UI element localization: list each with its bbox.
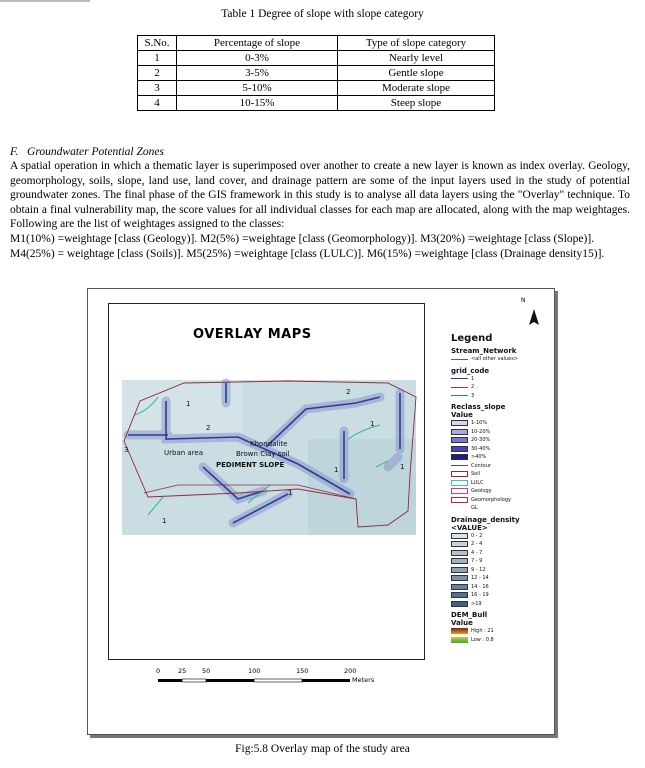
legend-swatch — [451, 575, 468, 581]
legend-line-swatch — [451, 359, 468, 360]
paragraph: A spatial operation in which a thematic layer is superimposed over another to create a new layer is known as index overlay. Geology, geomorphology, soils, slope, land use, land cover, and drainage pattern are some of the input layers used in the study of potential groundwater zones. The final phase of the GIS framework in this study is to analyse all data layers using the "Overlay" technique. To obtain a final vulnerability map, the score values for all individual classes for each map are allocated, along with the map weightages. Following are the list of weightages assigned to the classes: — [10, 160, 630, 231]
table-header: S.No. — [138, 36, 177, 51]
scale-tick: 100 — [248, 667, 261, 675]
legend-item-label: 14 - 16 — [471, 583, 489, 590]
geomorphology-label: PEDIMENT SLOPE — [216, 461, 285, 469]
section-label: F. — [10, 146, 19, 158]
legend-item-label: LULC — [471, 479, 484, 486]
legend-item-label: >19 — [471, 600, 482, 607]
weightage-line: M1(10%) =weightage [class (Geology)]. M2(5%) =weightage [class (Geomorphology)]. M3(20%) =weightage [class (Slope)]. — [10, 232, 595, 245]
legend-swatch — [451, 480, 468, 486]
legend-item-label: 0 - 2 — [471, 532, 483, 539]
legend-swatch — [451, 550, 468, 556]
legend-item — [451, 375, 551, 384]
legend-title: Legend — [451, 333, 493, 344]
legend-item — [451, 479, 551, 488]
stream-order-label: 1 — [334, 466, 339, 474]
section-title: Groundwater Potential Zones — [27, 146, 164, 158]
legend-swatch — [451, 601, 468, 607]
legend-item — [451, 504, 551, 513]
legend-item — [451, 574, 551, 583]
stream-order-label: 3 — [124, 446, 129, 454]
table-cell: Steep slope — [338, 96, 495, 111]
legend-item — [451, 453, 551, 462]
legend-item-label: Contour — [471, 462, 491, 469]
legend-item — [451, 549, 551, 558]
legend-item-label: High : 21 — [471, 628, 494, 635]
legend-item-label: 1-10% — [471, 420, 488, 427]
legend-swatch — [451, 420, 468, 426]
map-legend — [451, 333, 551, 644]
legend-item — [451, 470, 551, 479]
legend-swatch — [451, 558, 468, 564]
legend-item-label: 7 - 9 — [471, 558, 483, 565]
legend-swatch — [451, 533, 468, 539]
legend-item-label: 30-40% — [471, 445, 491, 452]
section-body — [10, 159, 630, 261]
scale-unit: Meters — [352, 676, 375, 684]
legend-line-swatch — [451, 387, 468, 388]
legend-item — [451, 600, 551, 609]
table-row — [138, 81, 495, 96]
legend-item-label: 4 - 7 — [471, 549, 483, 556]
scale-tick: 0 — [156, 667, 161, 675]
legend-item-label: GL — [471, 505, 478, 512]
legend-stream-heading: Stream_Network — [451, 347, 517, 355]
legend-item — [451, 627, 551, 636]
table-cell: 2 — [138, 66, 177, 81]
legend-swatch — [451, 437, 468, 443]
table-cell: Nearly level — [338, 51, 495, 66]
stream-order-label: 1 — [370, 420, 375, 428]
stream-order-label: 2 — [346, 388, 351, 396]
north-label: N — [521, 297, 526, 304]
legend-item-label: Soil — [471, 471, 481, 478]
table-row — [138, 66, 495, 81]
scale-tick: 150 — [296, 667, 309, 675]
legend-swatch — [451, 541, 468, 547]
table-header: Percentage of slope — [177, 36, 338, 51]
legend-slope-field: Value — [451, 411, 473, 419]
north-arrow-icon — [529, 309, 539, 325]
legend-item-label: 3 — [471, 392, 475, 399]
geology-label: Khondalite — [250, 440, 288, 448]
weightage-line: M4(25%) = weightage [class (Soils)]. M5(25%) =weightage [class (LULC)]. M6(15%) =weightage [class (Drainage density15)]. — [10, 247, 605, 260]
stream-order-label: 1 — [288, 489, 293, 497]
legend-item-label: 10-20% — [471, 428, 491, 435]
legend-item — [451, 487, 551, 496]
scale-tick: 50 — [202, 667, 211, 675]
stream-order-label: 1 — [186, 400, 191, 408]
legend-swatch — [451, 592, 468, 598]
legend-item — [451, 445, 551, 454]
legend-dem-heading: DEM_Bull — [451, 611, 488, 619]
legend-item-label: >40% — [471, 454, 487, 461]
legend-swatch — [451, 446, 468, 452]
legend-swatch — [451, 505, 468, 511]
scale-tick: 200 — [344, 667, 357, 675]
table-cell: 3 — [138, 81, 177, 96]
table-cell: 4 — [138, 96, 177, 111]
figure-caption: Fig:5.8 Overlay map of the study area — [235, 743, 410, 755]
legend-item-label: 9 - 12 — [471, 566, 486, 573]
legend-swatch — [451, 584, 468, 590]
legend-swatch — [451, 497, 468, 503]
legend-item-label: Low : 0.8 — [471, 636, 494, 643]
legend-item-label: 1 — [471, 375, 475, 382]
stream-order-label: 1 — [162, 517, 167, 525]
legend-slope-heading: Reclass_slope — [451, 403, 506, 411]
legend-item — [451, 392, 551, 401]
scale-tick: 25 — [178, 667, 187, 675]
legend-item — [451, 636, 551, 645]
legend-drainage-field: <VALUE> — [451, 523, 488, 532]
table-cell: 1 — [138, 51, 177, 66]
map-title: OVERLAY MAPS — [193, 327, 312, 342]
table-cell: Moderate slope — [338, 81, 495, 96]
legend-item — [451, 540, 551, 549]
legend-line-swatch — [451, 465, 468, 466]
legend-item — [451, 591, 551, 600]
legend-swatch — [451, 567, 468, 573]
soil-label: Brown Clay soil — [236, 450, 290, 458]
scale-bar — [158, 679, 350, 682]
legend-swatch — [451, 454, 468, 460]
top-rule — [0, 0, 90, 2]
table-header-row — [138, 36, 495, 51]
legend-stream-field: grid_code — [451, 366, 490, 375]
legend-line-swatch — [451, 395, 468, 396]
legend-drainage-heading: Drainage_density — [451, 515, 520, 524]
overlay-figure — [87, 288, 555, 735]
legend-item-label: 20-30% — [471, 437, 491, 444]
legend-line-swatch — [451, 378, 468, 379]
legend-swatch — [451, 488, 468, 494]
section-heading — [10, 146, 164, 158]
legend-item — [451, 383, 551, 392]
legend-dem-field: Value — [451, 619, 473, 627]
legend-swatch — [451, 429, 468, 435]
legend-item-label: <all other values> — [471, 356, 518, 363]
dem-ramp-swatch — [451, 637, 468, 643]
legend-item — [451, 428, 551, 437]
legend-item-label: 16 - 19 — [471, 592, 489, 599]
legend-swatch — [451, 471, 468, 477]
table-row — [138, 51, 495, 66]
legend-item — [451, 532, 551, 541]
table-cell: Gentle slope — [338, 66, 495, 81]
stream-order-label: 2 — [206, 424, 211, 432]
stream-order-label: 1 — [400, 463, 405, 471]
legend-item-label: 2 - 4 — [471, 541, 483, 548]
legend-item-label: Geomorphology — [471, 496, 511, 503]
legend-item — [451, 566, 551, 575]
slope-table — [137, 35, 495, 111]
legend-item — [451, 419, 551, 428]
legend-item — [451, 436, 551, 445]
legend-item — [451, 496, 551, 505]
table-caption: Table 1 Degree of slope with slope category — [221, 8, 424, 20]
dem-ramp-swatch — [451, 628, 468, 634]
legend-item-label: 2 — [471, 384, 475, 391]
legend-item — [451, 557, 551, 566]
urban-area-label: Urban area — [164, 449, 204, 457]
legend-item-label: Geology — [471, 488, 492, 495]
table-cell: 5-10% — [177, 81, 338, 96]
legend-item — [451, 462, 551, 471]
legend-item — [451, 583, 551, 592]
legend-item — [451, 355, 551, 364]
table-cell: 3-5% — [177, 66, 338, 81]
table-row — [138, 96, 495, 111]
table-header: Type of slope category — [338, 36, 495, 51]
table-cell: 10-15% — [177, 96, 338, 111]
table-cell: 0-3% — [177, 51, 338, 66]
legend-item-label: 12 - 14 — [471, 575, 489, 582]
